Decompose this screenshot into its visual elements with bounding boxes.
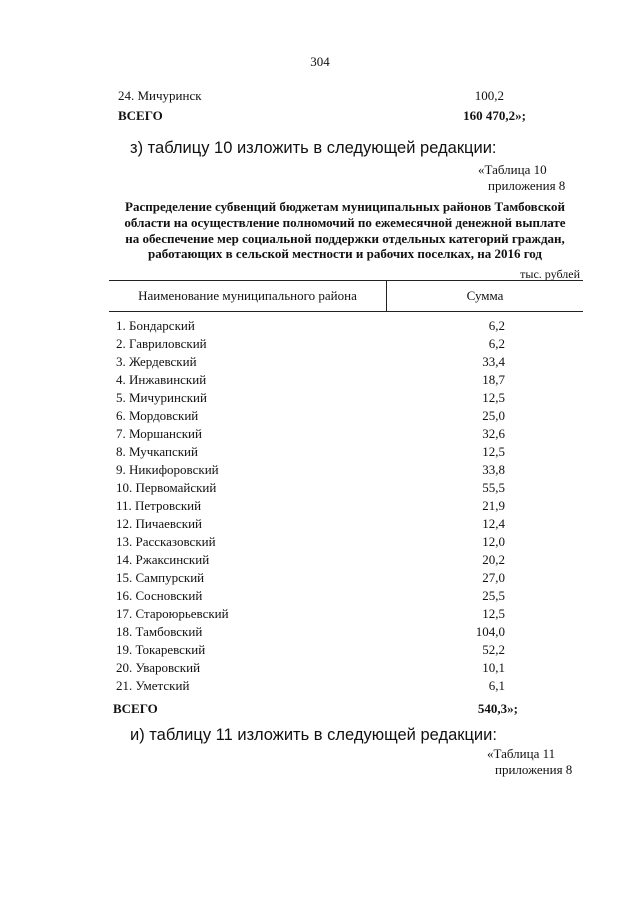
district-sum: 18,7 [482,372,505,387]
district-sum: 33,8 [482,462,505,477]
district-name: 11. Петровский [116,498,202,513]
table-header-row [109,281,583,312]
table-row [109,479,583,497]
instruction-table-10: з) таблицу 10 изложить в следующей редакции: [130,139,497,157]
total-label: ВСЕГО [118,108,163,123]
district-sum: 12,5 [482,444,505,459]
table-row [109,533,583,551]
table-ref-line-1: «Таблица 10 [478,162,547,177]
table-row [109,371,583,389]
district-sum: 10,1 [482,660,505,675]
table-row [109,551,583,569]
table-11-reference [487,746,597,778]
district-sum: 55,5 [482,480,505,495]
district-name: 21. Уметский [116,678,190,693]
district-sum: 27,0 [482,570,505,585]
table-row [109,659,583,677]
table-row [109,443,583,461]
page-number: 304 [310,54,330,69]
district-name: 8. Мучкапский [116,444,198,459]
district-sum: 33,4 [482,354,505,369]
table-row [109,389,583,407]
table-ref-line-2: приложения 8 [488,178,566,193]
table-row [109,425,583,443]
table-row [109,515,583,533]
table-row [109,353,583,371]
district-name: 9. Никифоровский [116,462,219,477]
district-name: 6. Мордовский [116,408,199,423]
heading-line: области на осуществление полномочий по ежемесячной денежной выплате [124,214,566,230]
row-name: 24. Мичуринск [118,88,202,103]
district-sum: 25,5 [482,588,505,603]
table-ref-line-1: «Таблица 11 [487,746,556,761]
table-total-row [109,695,583,722]
table-10-heading [110,199,580,262]
district-sum: 20,2 [482,552,505,567]
heading-line: на обеспечение мер социальной поддержки отдельных категорий граждан, [125,230,565,246]
column-header-district: Наименование муниципального района [109,281,387,312]
district-name: 12. Пичаевский [116,516,202,531]
district-name: 10. Первомайский [116,480,217,495]
table-row [109,312,583,336]
heading-line: работающих в сельской местности и рабочих поселках, на 2016 год [148,246,542,262]
district-sum: 104,0 [475,624,505,639]
table-row [109,677,583,695]
district-name: 18. Тамбовский [116,624,203,639]
district-sum: 52,2 [482,642,505,657]
district-sum: 32,6 [482,426,505,441]
district-name: 2. Гавриловский [116,336,207,351]
district-name: 5. Мичуринский [116,390,207,405]
district-name: 4. Инжавинский [116,372,207,387]
district-sum: 21,9 [482,498,505,513]
district-sum: 6,1 [488,678,505,693]
district-sum: 12,0 [482,534,505,549]
table-10-reference [478,162,588,194]
district-name: 20. Уваровский [116,660,201,675]
row-value: 100,2 [474,88,504,103]
district-name: 19. Токаревский [116,642,206,657]
subvention-table [109,280,583,722]
district-name: 14. Ржаксинский [116,552,210,567]
district-sum: 12,5 [482,606,505,621]
table-row [109,407,583,425]
district-sum: 12,5 [482,390,505,405]
column-header-sum: Сумма [387,281,584,312]
heading-line: Распределение субвенций бюджетам муниципальных районов Тамбовской [125,199,565,214]
table-body [109,312,583,723]
district-name: 3. Жердевский [116,354,197,369]
table-ref-line-2: приложения 8 [495,762,573,777]
table-row [109,641,583,659]
previous-table-last-row [118,88,518,106]
district-sum: 6,2 [488,318,505,333]
table-row [109,461,583,479]
table-row [109,335,583,353]
district-name: 7. Моршанский [116,426,202,441]
district-sum: 12,4 [482,516,505,531]
table-row [109,587,583,605]
district-name: 13. Рассказовский [116,534,216,549]
table-row [109,569,583,587]
district-name: 17. Староюрьевский [116,606,229,621]
previous-table-total-row [118,108,526,126]
instruction-table-11: и) таблицу 11 изложить в следующей редакции: [130,726,497,744]
district-sum: 6,2 [488,336,505,351]
total-label: ВСЕГО [113,700,158,716]
total-value: 160 470,2»; [463,108,526,123]
table-row [109,497,583,515]
district-sum: 25,0 [482,408,505,423]
unit-label: тыс. рублей [520,267,580,281]
district-name: 15. Сампурский [116,570,205,585]
table-row [109,605,583,623]
total-value: 540,3»; [477,700,518,716]
district-name: 1. Бондарский [116,318,195,333]
table-row [109,623,583,641]
district-name: 16. Сосновский [116,588,203,603]
